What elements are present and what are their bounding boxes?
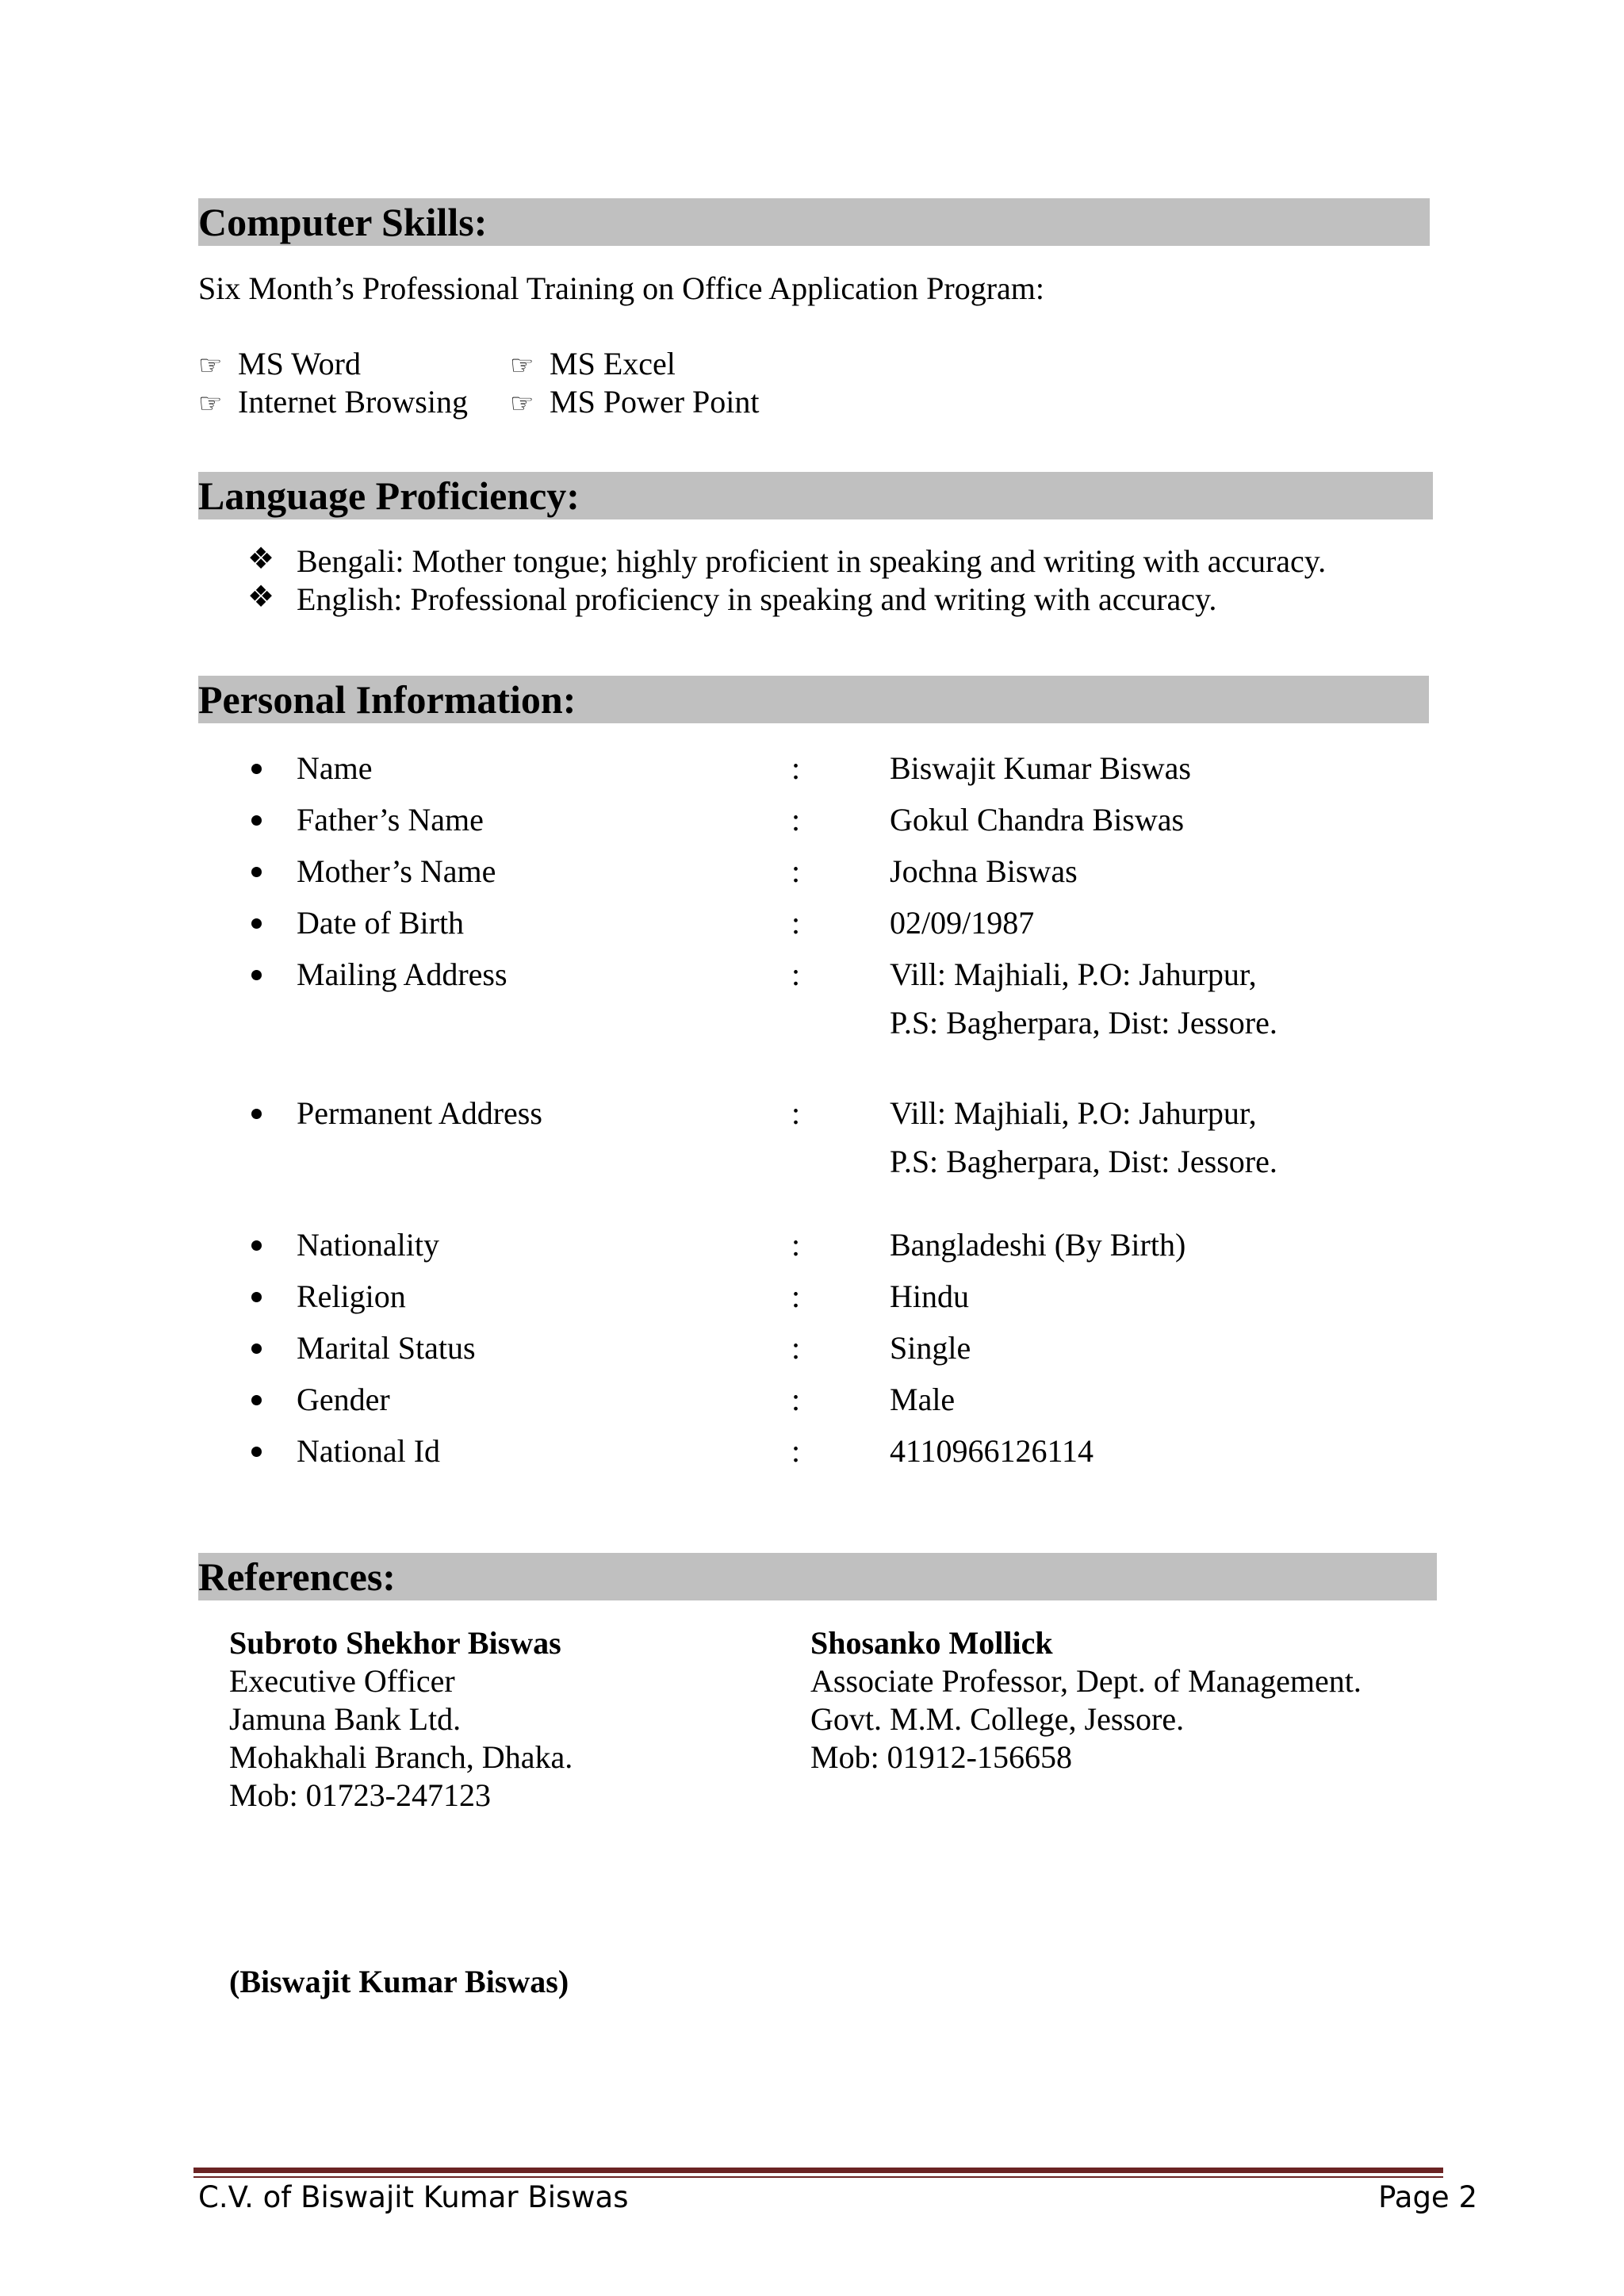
skill-item bbox=[510, 345, 676, 385]
reference-line: Mohakhali Branch, Dhaka. bbox=[229, 1739, 573, 1775]
reference-name: Subroto Shekhor Biswas bbox=[229, 1625, 561, 1661]
footer-page-number: Page 2 bbox=[1378, 2180, 1477, 2214]
personal-value: Bangladeshi (By Birth) bbox=[890, 1227, 1186, 1263]
bullet-dot-icon bbox=[251, 815, 262, 826]
bullet-dot-icon bbox=[251, 1343, 262, 1354]
footer-rule-thick bbox=[193, 2168, 1443, 2173]
language-item: English: Professional proficiency in speaking and writing with accuracy. bbox=[297, 581, 1217, 617]
bullet-dot-icon bbox=[251, 1240, 262, 1251]
personal-label: Marital Status bbox=[297, 1330, 476, 1366]
reference-line: Executive Officer bbox=[229, 1663, 455, 1699]
bullet-dot-icon bbox=[251, 970, 262, 980]
personal-info-title: Personal Information: bbox=[198, 677, 576, 722]
pointing-hand-icon: ☞ bbox=[198, 351, 223, 381]
language-item: Bengali: Mother tongue; highly proficient in speaking and writing with accuracy. bbox=[297, 543, 1327, 579]
reference-card bbox=[810, 1624, 1362, 1777]
personal-label: Name bbox=[297, 750, 373, 786]
personal-separator: : bbox=[791, 1433, 801, 1469]
personal-separator: : bbox=[791, 802, 801, 838]
bullet-dot-icon bbox=[251, 1395, 262, 1405]
skill-item bbox=[510, 383, 760, 424]
personal-separator: : bbox=[791, 853, 801, 889]
personal-label: Permanent Address bbox=[297, 1095, 542, 1131]
diamond-bullet-icon: ❖ bbox=[247, 581, 275, 614]
personal-value: Vill: Majhiali, P.O: Jahurpur, bbox=[890, 1095, 1257, 1131]
bullet-dot-icon bbox=[251, 1109, 262, 1119]
personal-label: Religion bbox=[297, 1278, 406, 1314]
reference-name: Shosanko Mollick bbox=[810, 1625, 1053, 1661]
pointing-hand-icon: ☞ bbox=[510, 351, 534, 381]
personal-value: Male bbox=[890, 1382, 956, 1417]
personal-value-line2: P.S: Bagherpara, Dist: Jessore. bbox=[890, 1144, 1277, 1179]
skill-label: MS Power Point bbox=[550, 384, 760, 420]
footer-title: C.V. of Biswajit Kumar Biswas bbox=[198, 2180, 629, 2214]
personal-value: 4110966126114 bbox=[890, 1433, 1094, 1469]
personal-value: Hindu bbox=[890, 1278, 969, 1314]
pointing-hand-icon: ☞ bbox=[510, 389, 534, 419]
reference-line: Jamuna Bank Ltd. bbox=[229, 1701, 462, 1737]
personal-separator: : bbox=[791, 1095, 801, 1131]
skill-label: MS Excel bbox=[550, 346, 676, 381]
reference-line: Govt. M.M. College, Jessore. bbox=[810, 1701, 1185, 1737]
personal-label: Mailing Address bbox=[297, 956, 508, 992]
reference-line: Mob: 01723-247123 bbox=[229, 1777, 491, 1813]
reference-line: Mob: 01912-156658 bbox=[810, 1739, 1072, 1775]
personal-label: Mother’s Name bbox=[297, 853, 496, 889]
personal-value: Vill: Majhiali, P.O: Jahurpur, bbox=[890, 956, 1257, 992]
personal-value: Biswajit Kumar Biswas bbox=[890, 750, 1191, 786]
skill-item bbox=[198, 383, 468, 424]
pointing-hand-icon: ☞ bbox=[198, 389, 223, 419]
personal-label: Date of Birth bbox=[297, 905, 465, 941]
skill-item bbox=[198, 345, 361, 385]
personal-separator: : bbox=[791, 905, 801, 941]
personal-separator: : bbox=[791, 1278, 801, 1314]
signature-name: (Biswajit Kumar Biswas) bbox=[229, 1964, 569, 1999]
personal-label: Gender bbox=[297, 1382, 390, 1417]
personal-separator: : bbox=[791, 750, 801, 786]
personal-value: Single bbox=[890, 1330, 971, 1366]
bullet-dot-icon bbox=[251, 918, 262, 929]
personal-value-line2: P.S: Bagherpara, Dist: Jessore. bbox=[890, 1005, 1277, 1041]
references-title: References: bbox=[198, 1554, 396, 1599]
bullet-dot-icon bbox=[251, 764, 262, 774]
personal-separator: : bbox=[791, 1382, 801, 1417]
personal-value: 02/09/1987 bbox=[890, 905, 1035, 941]
footer-rule-thin bbox=[193, 2176, 1443, 2178]
personal-label: Father’s Name bbox=[297, 802, 484, 838]
computer-skills-title: Computer Skills: bbox=[198, 200, 488, 244]
bullet-dot-icon bbox=[251, 867, 262, 877]
skill-label: MS Word bbox=[238, 346, 361, 381]
personal-label: Nationality bbox=[297, 1227, 439, 1263]
personal-separator: : bbox=[791, 956, 801, 992]
diamond-bullet-icon: ❖ bbox=[247, 542, 275, 576]
reference-card bbox=[229, 1624, 573, 1815]
personal-value: Jochna Biswas bbox=[890, 853, 1078, 889]
personal-value: Gokul Chandra Biswas bbox=[890, 802, 1185, 838]
bullet-dot-icon bbox=[251, 1447, 262, 1457]
personal-separator: : bbox=[791, 1227, 801, 1263]
bullet-dot-icon bbox=[251, 1292, 262, 1302]
personal-label: National Id bbox=[297, 1433, 441, 1469]
reference-line: Associate Professor, Dept. of Management. bbox=[810, 1663, 1362, 1699]
personal-separator: : bbox=[791, 1330, 801, 1366]
skill-label: Internet Browsing bbox=[238, 384, 468, 420]
computer-skills-intro: Six Month’s Professional Training on Office Application Program: bbox=[198, 270, 1045, 306]
language-title: Language Proficiency: bbox=[198, 473, 580, 518]
